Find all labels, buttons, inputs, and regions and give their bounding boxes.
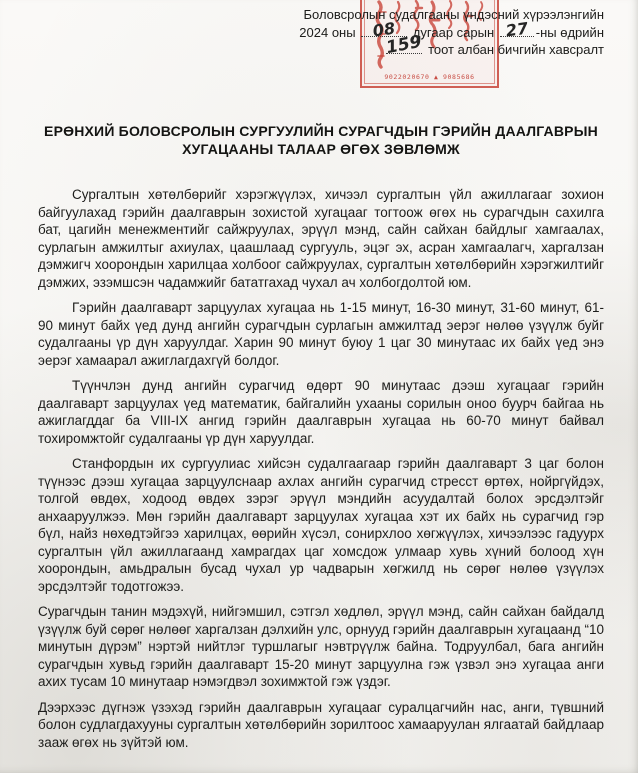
handwritten-day: 27	[504, 18, 530, 40]
dotted-blank-day	[500, 18, 534, 40]
document-body	[38, 186, 604, 759]
paragraph-5: Сурагчдын танин мэдэхүй, нийгэмшил, сэтгэл хөдлөл, эрүүл мэнд, сайн сайхан байдалд үзүүлж буй сөрөг нөлөөг харгалзан дэлхийн улс, орнууд гэрийн даалгаврын хугацаанд “10 минутын дүрэм” нэртэй нийтлэг туршлагыг нэвтрүүлж байна. Тодруулбал, бага ангийн сурагчдын хувьд гэрийн даалгаварт 15-20 минут зарцуулна гэж үзвэл энэ хугацаа анги ахих тусам 10 минутаар нэмэгдвэл зохимжтой гэж үздэг.	[38, 604, 604, 689]
document-title-line2: ХУГАЦААНЫ ТАЛААР ӨГӨХ ЗӨВЛӨМЖ	[182, 141, 460, 157]
header-line-institution: Боловсролын судалгааны үндэсний хүрээлэнгийн	[303, 7, 604, 22]
header-line-date	[299, 18, 604, 42]
paragraph-1: Сургалтын хөтөлбөрийг хэрэгжүүлэх, хичээл сургалтын үйл ажиллагааг зохион байгуулахад гэрийн даалгаврын зохистой хугацааг тогтоож өгөх нь сурагчдын сахилга бат, цагийн менежментийг сайжруулах, эрүүл мэнд, сайн сайхан байдлыг хамгаалах, сурлагын амжилтыг ахиулах, цаашлаад сургууль, эцэг эх, асран хамгаалагч, харгалзан дэмжигч хоорондын харилцаа холбоог сайжруулах, сургалтын хөтөлбөрийн хэрэгжилтийг дэмжих, эзэмшсэн чадамжийг бататгахад чухал ач холбогдолтой юм.	[38, 187, 604, 290]
paragraph-4: Станфордын их сургуулиас хийсэн судалгаагаар гэрийн даалгаварт 3 цаг болон түүнээс дээш хугацаа зарцуулснаар ахлах ангийн сурагчид стресст өртөх, нойргүйдэх, толгой өвдөх, ходоод өвдөх зэрэг эрүүл мэндийн асуудалтай болох эрсдэлтэйг анхааруулжээ. Мөн гэрийн даалгаварт зарцуулах хугацаа хэт их байх нь сурагчид гэр бүл, найз нөхөдтэйгээ харилцах, өөрийн хүсэл, сонирхлоо хөгжүүлэх, хичээлээс гадуурх сургалтын үйл ажиллагаанд хамрагдах цаг хомсдож улмаар хувь хүний болоод хүн хоорондын, амьдралын бусад чухал ур чадварын хөгжилд нь сөрөг нөлөө үзүүлэх эрсдэлтэйг тодотгожээ.	[38, 456, 604, 594]
document-title-line1: ЕРӨНХИЙ БОЛОВСРОЛЫН СУРГУУЛИЙН СУРАГЧДЫН ГЭРИЙН ДААЛГАВРЫН	[44, 123, 598, 139]
handwritten-month: 08	[371, 18, 397, 40]
stamp-registration-numbers: 9022020670 ▲ 9085686	[384, 73, 475, 81]
document-header	[299, 6, 604, 59]
document-title	[38, 122, 604, 158]
header-month-label: дугаар сарын	[412, 24, 495, 40]
paragraph-3: Түүнчлэн дунд ангийн сурагчид өдөрт 90 минутаас дээш хугацааг гэрийн даалгаварт зарцуулах үед математик, байгалийн ухааны сорилын оноо буурч байгаа нь ажиглагддаг ба VIII-IX ангид гэрийн даалгаврын хугацаа нь 60-70 минут байвал тохиромжтойг судалгааны үр дүн харуулдаг.	[38, 378, 604, 446]
header-year-label: 2024 оны	[299, 24, 356, 40]
dotted-blank-number	[385, 31, 424, 59]
header-attachment-label: тоот албан бичгийн хавсралт	[428, 42, 604, 57]
paragraph-2: Гэрийн даалгаварт зарцуулах хугацаа нь 1-15 минут, 16-30 минут, 31-60 минут, 61-90 минут байх үед дунд ангийн сурагчдын сурлагын амжилтад эерэг нөлөө үзүүлж буйг судалгааны үр дүн харуулдаг. Харин 90 минут буюу 1 цаг 30 минутаас их байх үед энэ эерэг хамаарал ажиглагдахгүй болдог.	[38, 300, 604, 368]
handwritten-ref-number: 159	[385, 31, 424, 59]
header-day-label: -ны өдрийн	[535, 24, 604, 40]
paragraph-6: Дээрхээс дүгнэж үзэхэд гэрийн даалгаврын хугацааг суралцагчийн нас, анги, түвшний болон судлагдахууны сургалтын хөтөлбөрийн зорилтоос хамааруулан ялгаатай байдлаар зааж өгөх нь зүйтэй юм.	[38, 699, 604, 750]
